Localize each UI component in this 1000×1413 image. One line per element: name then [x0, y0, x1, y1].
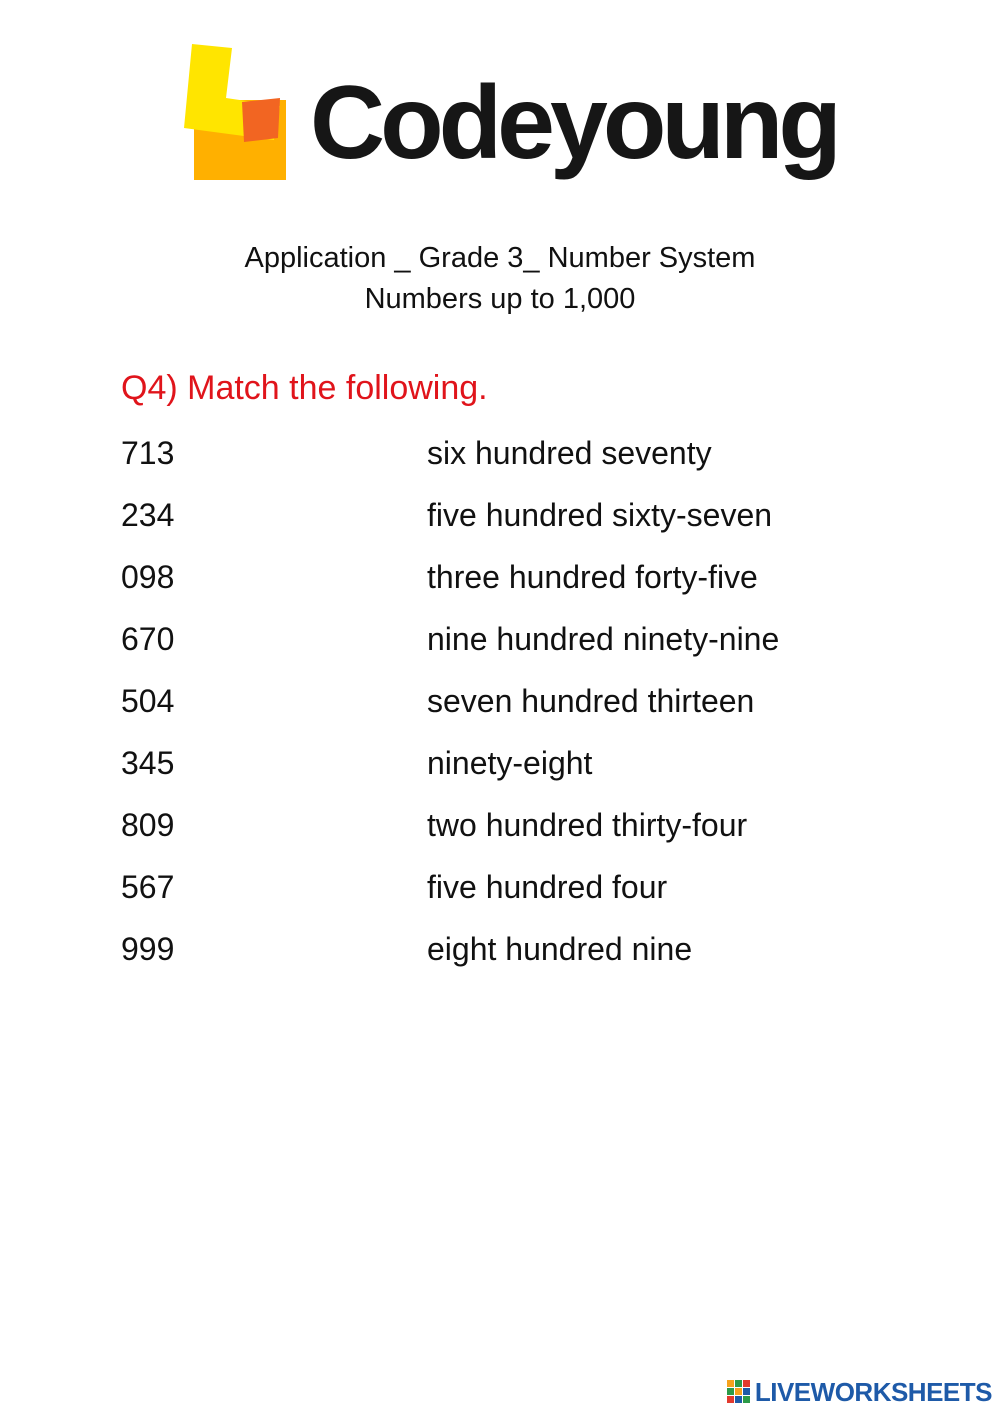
match-row: [0, 495, 1000, 557]
word-item[interactable]: two hundred thirty-four: [427, 807, 748, 843]
match-row: [0, 929, 1000, 991]
match-row: [0, 743, 1000, 805]
word-item[interactable]: nine hundred ninety-nine: [427, 621, 780, 657]
number-item[interactable]: 345: [121, 745, 175, 781]
match-list: [0, 433, 1000, 991]
number-item[interactable]: 809: [121, 807, 175, 843]
word-item[interactable]: five hundred sixty-seven: [427, 497, 773, 533]
codeyoung-logo-icon: [180, 40, 290, 185]
match-row: [0, 433, 1000, 495]
match-row: [0, 557, 1000, 619]
word-item[interactable]: eight hundred nine: [427, 931, 693, 967]
word-item[interactable]: ninety-eight: [427, 745, 593, 781]
match-row: [0, 867, 1000, 929]
word-item[interactable]: three hundred forty-five: [427, 559, 758, 595]
word-item[interactable]: six hundred seventy: [427, 435, 712, 471]
question-title: Q4) Match the following.: [121, 369, 488, 407]
liveworksheets-footer: [727, 1377, 992, 1407]
match-row: [0, 619, 1000, 681]
number-item[interactable]: 234: [121, 497, 175, 533]
word-item[interactable]: seven hundred thirteen: [427, 683, 755, 719]
header-line-2: Numbers up to 1,000: [364, 283, 636, 315]
header-line-1: Application _ Grade 3_ Number System: [244, 242, 756, 274]
codeyoung-wordmark: Codeyoung: [310, 65, 837, 181]
number-item[interactable]: 504: [121, 683, 175, 719]
number-item[interactable]: 713: [121, 435, 175, 471]
liveworksheets-logo-icon: [727, 1380, 751, 1404]
word-item[interactable]: five hundred four: [427, 869, 668, 905]
worksheet-header: [0, 238, 1000, 320]
number-item[interactable]: 999: [121, 931, 175, 967]
number-item[interactable]: 567: [121, 869, 175, 905]
liveworksheets-wordmark[interactable]: LIVEWORKSHEETS: [754, 1377, 992, 1407]
number-item[interactable]: 098: [121, 559, 175, 595]
codeyoung-logo: [180, 40, 837, 200]
number-item[interactable]: 670: [121, 621, 175, 657]
match-row: [0, 805, 1000, 867]
match-row: [0, 681, 1000, 743]
